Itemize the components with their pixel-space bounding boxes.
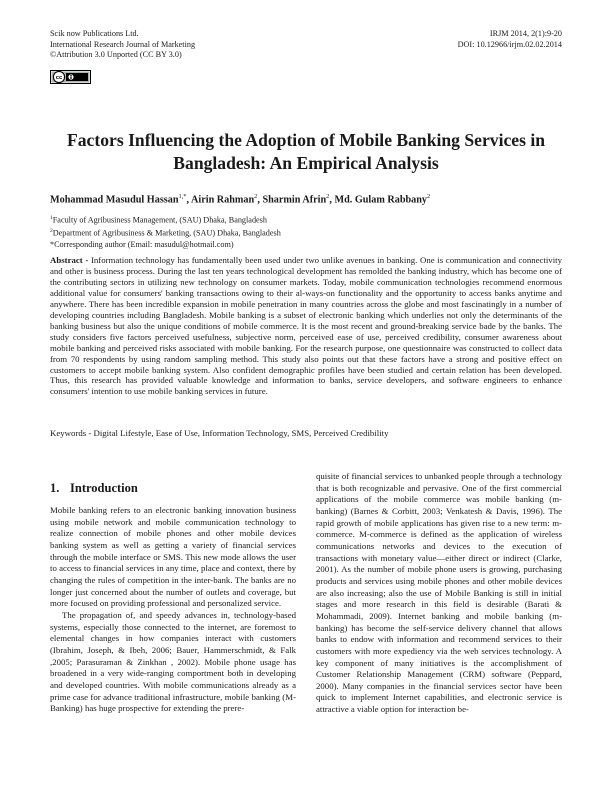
doi: DOI: 10.12966/irjm.02.02.2014 bbox=[457, 39, 562, 49]
section-number: 1. bbox=[50, 481, 60, 495]
affiliation-mark: 2 bbox=[50, 228, 53, 235]
corresponding-author: *Corresponding author (Email: masudul@hotmail.com) bbox=[50, 240, 234, 249]
author-separator: , bbox=[186, 194, 192, 206]
section-title: Introduction bbox=[70, 481, 138, 495]
author-name: Sharmin Afrin bbox=[262, 194, 327, 206]
author-affiliation-mark: 1,* bbox=[178, 193, 187, 200]
author-name: Airin Rahman bbox=[191, 194, 255, 206]
left-column bbox=[50, 505, 296, 715]
affiliation bbox=[50, 226, 281, 239]
author-separator: , bbox=[329, 194, 335, 206]
journal-info bbox=[50, 29, 195, 61]
author-separator: , bbox=[257, 194, 263, 206]
cc-license-icon bbox=[50, 70, 91, 84]
journal-name: International Research Journal of Marketing bbox=[50, 39, 196, 49]
abstract bbox=[50, 255, 562, 397]
cc-icon-text: cc bbox=[55, 75, 63, 82]
keywords: Keywords - Digital Lifestyle, Ease of Use, Information Technology, SMS, Perceived Credibility bbox=[50, 428, 389, 438]
title-line-2: Bangladesh: An Empirical Analysis bbox=[173, 153, 439, 173]
author-name: Mohammad Masudul Hassan bbox=[50, 194, 179, 206]
affiliation-text: Department of Agribusiness & Marketing, (SAU) Dhaka, Bangladesh bbox=[52, 228, 281, 238]
author-list bbox=[50, 193, 430, 205]
title-line-1: Factors Influencing the Adoption of Mobile Banking Services in bbox=[67, 130, 545, 150]
paragraph: The propagation of, and speedy advances in, technology-based systems, especially those connected to the internet, are foremost to elemental changes in how companies interact with customers (Ibrahim, Joseph, & Ibeh, 2006; Bauer, Hammerschmidt, & Falk ,2005; Parasuraman & Zinkhan , 2002). Mobile phone usage has broadened in a very wide-ranging comportment both in developing and developed countries. With mobile communications already as a prime case for advance traditional infrastructure, mobile banking (M-Banking) has huge prospective for extending the prere- bbox=[50, 609, 296, 714]
section-heading bbox=[50, 481, 138, 496]
affiliation bbox=[50, 213, 281, 226]
right-column bbox=[316, 471, 562, 716]
citation: IRJM 2014, 2(1):9-20 bbox=[489, 29, 562, 38]
affiliation-mark: 1 bbox=[50, 215, 53, 221]
paper-title bbox=[50, 129, 562, 175]
author-name: Md. Gulam Rabbany bbox=[334, 194, 428, 206]
author-affiliation-mark: 2 bbox=[326, 193, 330, 200]
citation-info bbox=[458, 29, 562, 50]
publisher: Scik now Publications Ltd. bbox=[50, 29, 139, 38]
author-affiliation-mark: 2 bbox=[254, 193, 258, 200]
paragraph: quisite of financial services to unbanked people through a technology that is both recognizable and pervasive. One of the first commercial applications of the mobile commerce was mobile banking (m-banking) (Barnes & Corbitt, 2003; Venkatesh & Davis, 1996). The rapid growth of mobile applications has given rise to a new term: m-commerce. M-commerce is defined as the application of wireless communications networks and devices to the execution of transactions with monetary value—either direct or indirect (Clarke, 2001). As the number of mobile phone users is growing, purchasing products and services using mobile phones and other mobile devices are also increasing; also the use of Mobile Banking is still in initial stages and more research in this field is desirable (Barati & Mohammadi, 2009). Internet banking and mobile banking (m-banking) has become the self-service delivery channel that allows banks to endow with information and recommend services to their customers with more expediency via the web services technology. A key component of many initiatives is the accomplishment of Customer Relationship Management (CRM) software (Peppard, 2000). Many companies in the financial services sector have been quick to implement Internet capabilities, and electronic service is attractive a viable option for interaction be- bbox=[316, 471, 562, 715]
license: ©Attribution 3.0 Unported (CC BY 3.0) bbox=[50, 50, 182, 60]
abstract-label: Abstract - bbox=[50, 255, 89, 265]
abstract-text: Information technology has fundamentally been used under two unlike avenues in banking. One is communication and connectivity and other is business process. During the last ten years technological development has remolded the banking industry, which has become one of the contributing sectors in utilizing new technology on consumer markets. Today, mobile communication technologies recommend enormous additional value for consumers' banking transactions owing to their al-ways-on functionality and the opportunity to access banks anytime and anywhere. There has been incredible expansion in mobile penetration in many countries across the globe and most fascinatingly in a number of developing countries including Bangladesh. Mobile banking is a subset of electronic banking which underlies not only the determinants of the banking business but also the unique conditions of mobile commerce. It is the most recent and ground-breaking service bade by the banks. The study considers five factors perceived usefulness, subjective norm, perceived ease of use, perceived credibility, consumer awareness about mobile banking and perceived risks associated with mobile banking. For the research purpose, one questionnaire was constructed to collect data from 70 respondents by using random sampling method. This study also points out that these factors have a strong and positive effect on customers to accept mobile banking system. Also confident demographic profiles have been studied and certain relation has been developed. Thus, this research has provided valuable knowledge and information to banks, service developers, and software engineers to enhance consumers' intention to use mobile banking services in future. bbox=[50, 255, 562, 397]
paragraph: Mobile banking refers to an electronic banking innovation business using mobile network and mobile communication technology to realize connection of mobile phones and other mobile devices banking system as well as getting a variety of financial services through the mobile interface or SMS. This new mode allows the user to access to financial services in any time, place and context, there by changing the rules of competition in the inter-bank. The banks are no longer just concerned about the number of outlets and coverage, but more focused on providing professional and personalized service. bbox=[50, 505, 296, 609]
author-affiliation-mark: 2 bbox=[427, 193, 431, 200]
affiliation-text: Faculty of Agribusiness Management, (SAU) Dhaka, Bangladesh bbox=[52, 215, 267, 225]
affiliations bbox=[50, 213, 281, 239]
